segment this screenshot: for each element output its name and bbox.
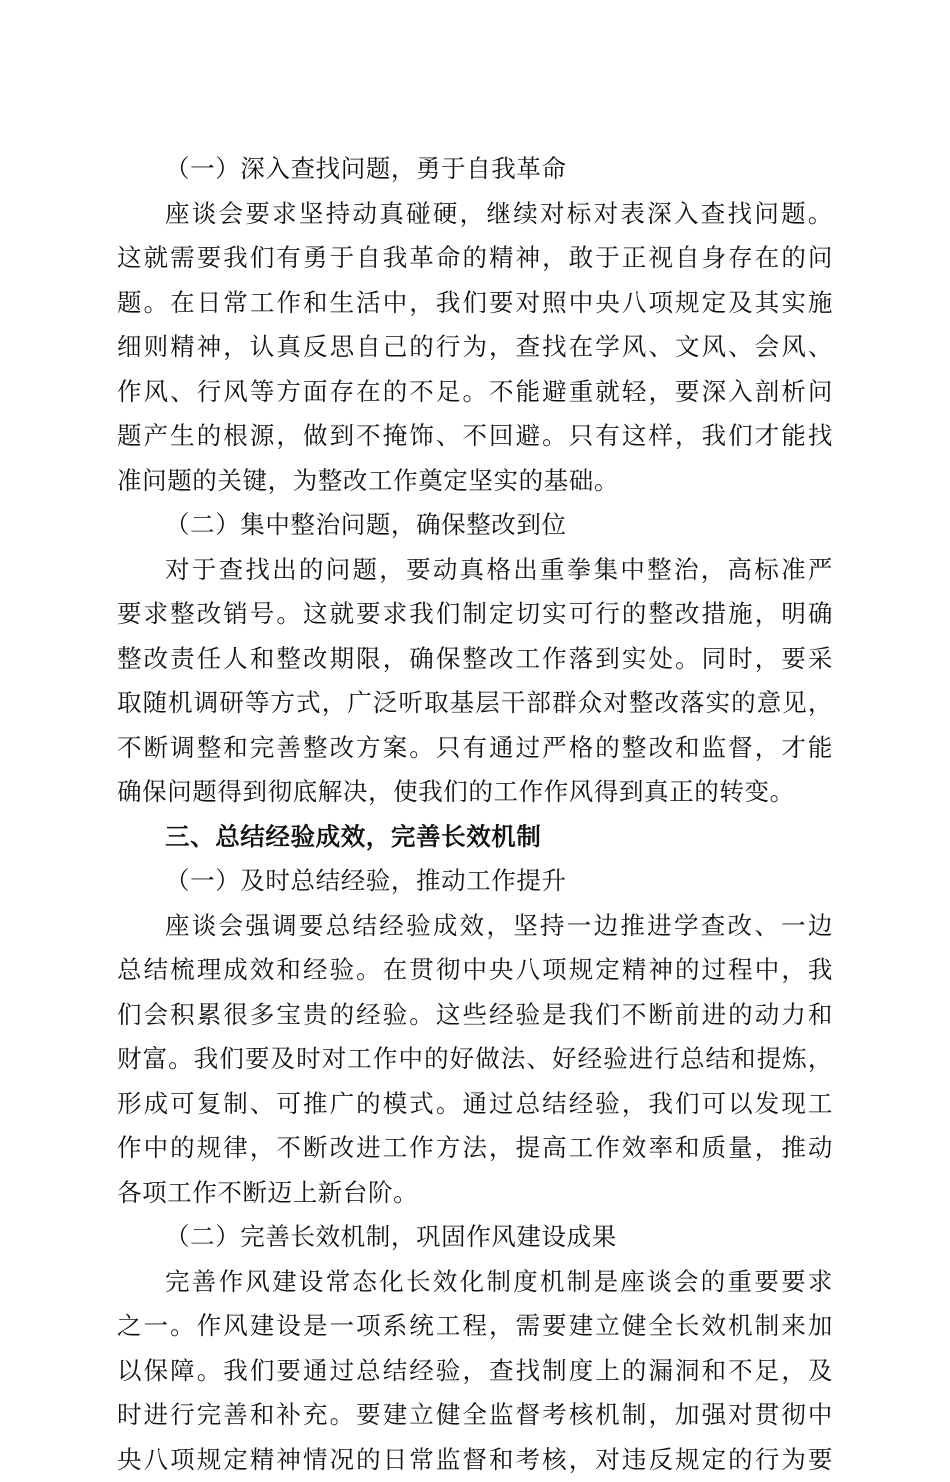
text-line: 形成可复制、可推广的模式。通过总结经验，我们可以发现工 <box>117 1082 833 1127</box>
section-heading-3: 三、总结经验成效，完善长效机制 <box>117 815 833 860</box>
text-line: 这就需要我们有勇于自我革命的精神，敢于正视自身存在的问 <box>117 236 833 281</box>
text-line: 整改责任人和整改期限，确保整改工作落到实处。同时，要采 <box>117 637 833 682</box>
text-line: 作中的规律，不断改进工作方法，提高工作效率和质量，推动 <box>117 1126 833 1171</box>
text-line: 央八项规定精神情况的日常监督和考核，对违反规定的行为要 <box>117 1438 833 1482</box>
text-line: 对于查找出的问题，要动真格出重拳集中整治，高标准严 <box>117 548 833 593</box>
paragraph-3-2 <box>117 1260 833 1482</box>
text-line: 确保问题得到彻底解决，使我们的工作作风得到真正的转变。 <box>117 770 833 815</box>
subheading-3-2: （二）完善长效机制，巩固作风建设成果 <box>117 1215 833 1260</box>
paragraph-1-1 <box>117 192 833 504</box>
text-line: 座谈会要求坚持动真碰硬，继续对标对表深入查找问题。 <box>117 192 833 237</box>
subheading-1-2: （二）集中整治问题，确保整改到位 <box>117 503 833 548</box>
text-line: 取随机调研等方式，广泛听取基层干部群众对整改落实的意见， <box>117 681 833 726</box>
text-line: 准问题的关键，为整改工作奠定坚实的基础。 <box>117 459 833 504</box>
text-line: 座谈会强调要总结经验成效，坚持一边推进学查改、一边 <box>117 904 833 949</box>
text-line: 作风、行风等方面存在的不足。不能避重就轻，要深入剖析问 <box>117 370 833 415</box>
text-line: 不断调整和完善整改方案。只有通过严格的整改和监督，才能 <box>117 726 833 771</box>
text-line: 之一。作风建设是一项系统工程，需要建立健全长效机制来加 <box>117 1304 833 1349</box>
text-line: 时进行完善和补充。要建立健全监督考核机制，加强对贯彻中 <box>117 1393 833 1438</box>
text-line: 总结梳理成效和经验。在贯彻中央八项规定精神的过程中，我 <box>117 948 833 993</box>
text-line: 财富。我们要及时对工作中的好做法、好经验进行总结和提炼， <box>117 1037 833 1082</box>
text-line: 题产生的根源，做到不掩饰、不回避。只有这样，我们才能找 <box>117 414 833 459</box>
text-line: 完善作风建设常态化长效化制度机制是座谈会的重要要求 <box>117 1260 833 1305</box>
text-line: 们会积累很多宝贵的经验。这些经验是我们不断前进的动力和 <box>117 993 833 1038</box>
text-line: 各项工作不断迈上新台阶。 <box>117 1171 833 1216</box>
text-line: 以保障。我们要通过总结经验，查找制度上的漏洞和不足，及 <box>117 1349 833 1394</box>
text-line: 题。在日常工作和生活中，我们要对照中央八项规定及其实施 <box>117 281 833 326</box>
subheading-3-1: （一）及时总结经验，推动工作提升 <box>117 859 833 904</box>
text-line: 要求整改销号。这就要求我们制定切实可行的整改措施，明确 <box>117 592 833 637</box>
subheading-1-1: （一）深入查找问题，勇于自我革命 <box>117 147 833 192</box>
paragraph-3-1 <box>117 904 833 1216</box>
paragraph-1-2 <box>117 548 833 815</box>
document-page <box>117 147 833 1482</box>
text-line: 细则精神，认真反思自己的行为，查找在学风、文风、会风、 <box>117 325 833 370</box>
